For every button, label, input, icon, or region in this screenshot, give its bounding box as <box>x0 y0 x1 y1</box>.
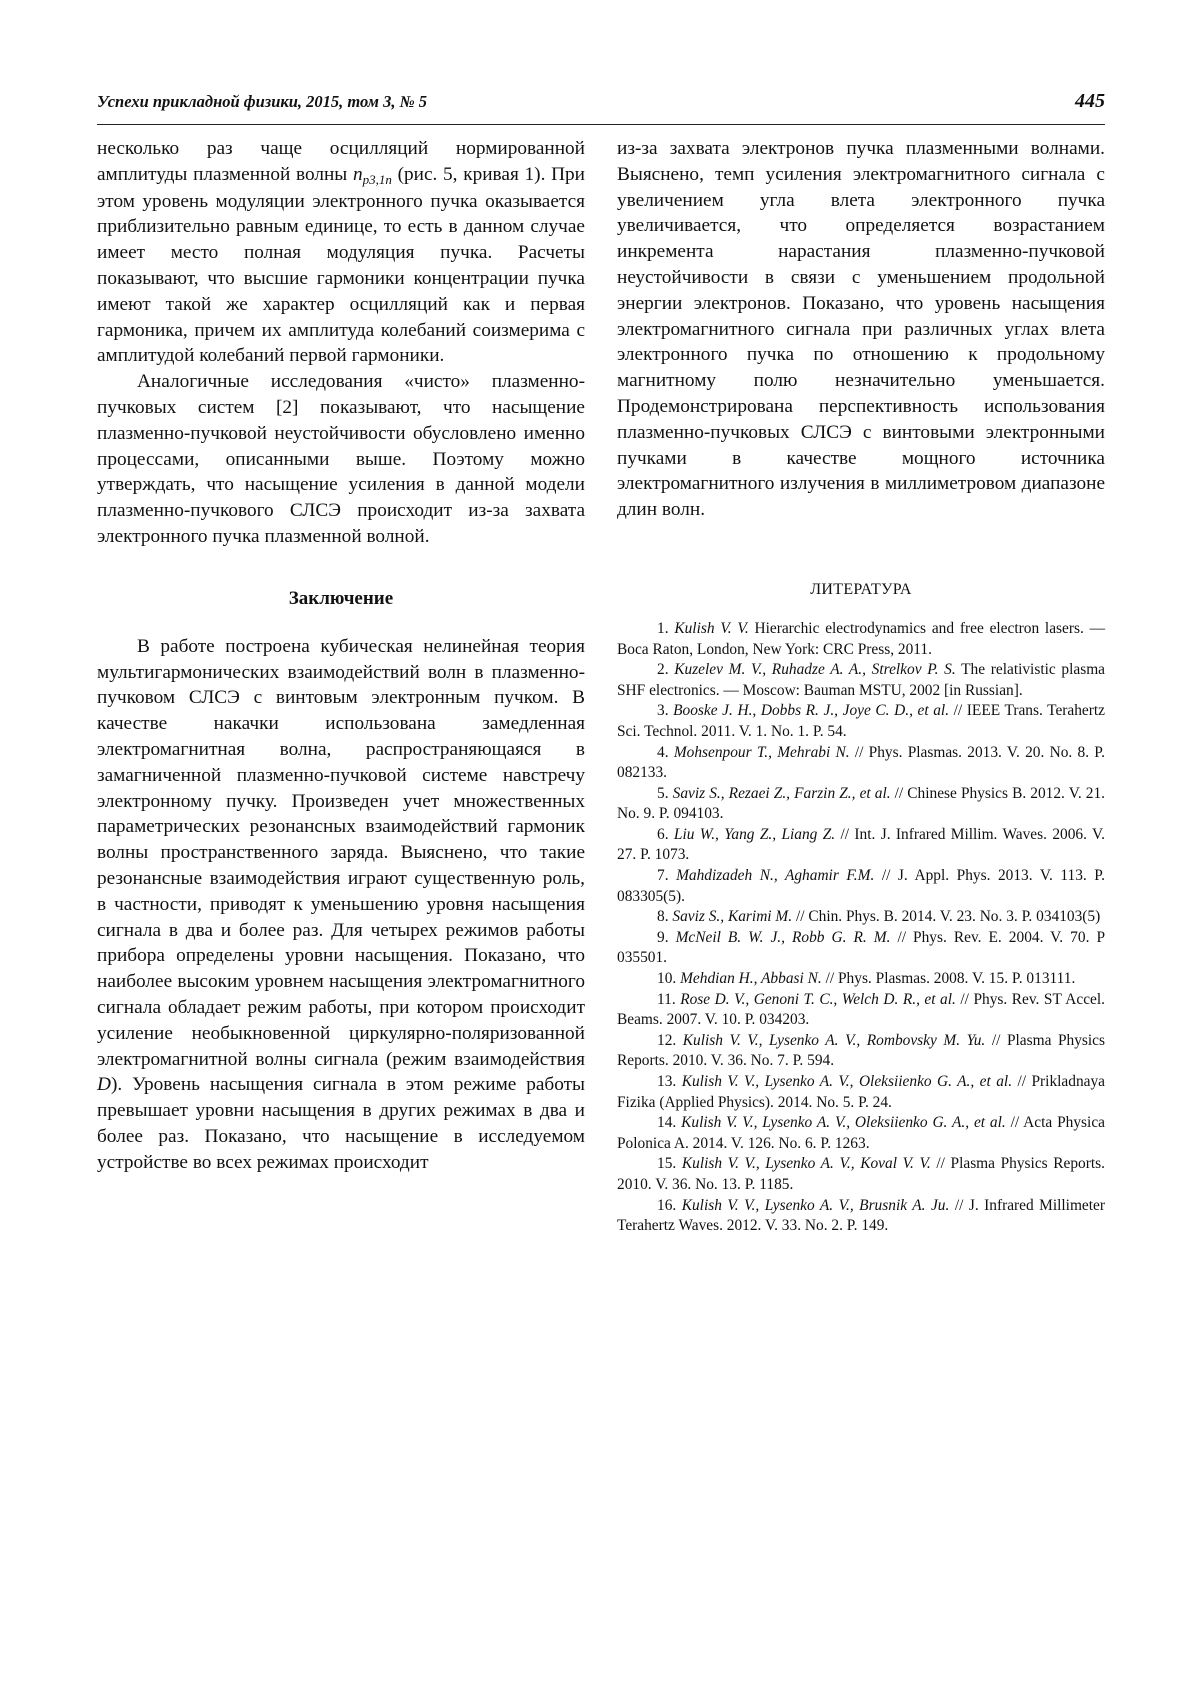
paragraph-saturation: Аналогичные исследования «чисто» плазменно-пучковых систем [2] показывают, что насыщение плазменно-пучковой неустойчивости обусловлено именно процессами, описанными выше. Поэтому можно утверждать, что насыщение усиления в данной модели плазменно-пучкового СЛСЭ происходит из-за захвата электронного пучка плазменной волной. <box>97 371 585 547</box>
reference-authors: Mahdizadeh N., Aghamir F.M. <box>676 867 875 885</box>
reference-source: // Phys. Plasmas. 2013. V. 20. No. 8. P. 082133. <box>617 743 1106 782</box>
reference-item <box>617 1196 1105 1237</box>
section-title-conclusion: Заключение <box>288 587 394 609</box>
reference-number: 12. <box>657 1031 683 1049</box>
reference-source: // Plasma Physics Reports. 2010. V. 36. No. 13. P. 1185. <box>617 1155 1105 1193</box>
reference-source: // Int. J. Infrared Millim. Waves. 2006. V. 27. P. 1073. <box>617 825 1106 864</box>
reference-authors: Mohsenpour T., Mehrabi N. <box>673 743 850 761</box>
reference-authors: Kuzelev M. V., Ruhadze A. A., Strelkov P. S. <box>674 661 956 679</box>
running-header <box>97 92 1105 122</box>
reference-item <box>617 743 1105 784</box>
reference-source: // Plasma Physics Reports. 2010. V. 36. No. 7. P. 594. <box>617 1031 1105 1070</box>
reference-authors: Kulish V. V. <box>674 619 749 637</box>
reference-source: // Phys. Rev. ST Accel. Beams. 2007. V. 10. P. 034203. <box>617 990 1105 1029</box>
reference-item <box>617 1113 1105 1154</box>
reference-authors: Kulish V. V., Lysenko A. V., Brusnik A. Ju. <box>681 1196 950 1214</box>
reference-item <box>617 784 1105 825</box>
reference-authors: Kulish V. V., Lysenko A. V., Rombovsky M. Yu. <box>682 1031 986 1049</box>
reference-authors: Kulish V. V., Lysenko A. V., Oleksiienko G. A., et al. <box>681 1114 1006 1132</box>
reference-authors: Mehdian H., Abbasi N. <box>680 970 822 988</box>
page-number: 445 <box>1075 90 1105 112</box>
reference-item <box>617 660 1105 701</box>
reference-item <box>617 907 1105 928</box>
reference-authors: Saviz S., Rezaei Z., Farzin Z., et al. <box>672 784 891 802</box>
paragraph-text: несколько раз чаще осцилляций нормированной амплитуды плазменной волны <box>97 138 585 185</box>
reference-item <box>617 1072 1105 1113</box>
reference-item <box>617 825 1105 866</box>
reference-number: 9. <box>657 928 676 946</box>
reference-source: // Phys. Plasmas. 2008. V. 15. P. 013111. <box>821 970 1076 988</box>
references-list <box>617 619 1105 1237</box>
reference-authors: McNeil B. W. J., Robb G. R. M. <box>675 928 891 946</box>
paragraph-conclusion-continued: из-за захвата электронов пучка плазменными волнами. Выяснено, темп усиления электромагнитного сигнала с увеличением угла влета электронного пучка увеличивается, что определяется возрастанием инкремента нарастания плазменно-пучковой неустойчивости в связи с уменьшением продольной энергии электронов. Показано, что уровень насыщения электромагнитного сигнала при различных углах влета электронного пучка по отношению к продольному магнитному полю незначительно уменьшается. Продемонстрирована перспективность использования плазменно-пучковых СЛСЭ с винтовыми электронными пучками в качестве мощного источника электромагнитного излучения в миллиметровом диапазоне длин волн. <box>617 138 1105 521</box>
reference-authors: Rose D. V., Genoni T. C., Welch D. R., et al. <box>680 990 956 1008</box>
reference-number: 16. <box>657 1196 682 1214</box>
reference-number: 1. <box>657 619 675 637</box>
reference-authors: Liu W., Yang Z., Liang Z. <box>673 825 836 843</box>
reference-number: 2. <box>657 661 675 679</box>
reference-item <box>617 928 1105 969</box>
reference-item <box>617 1154 1105 1195</box>
reference-number: 3. <box>657 702 674 720</box>
reference-number: 13. <box>657 1073 682 1091</box>
reference-authors: Booske J. H., Dobbs R. J., Joye C. D., et al. <box>673 702 950 720</box>
paragraph-text: (рис. 5, кривая 1). При этом уровень модуляции электронного пучка оказывается приблизительно равным единице, то есть в данном случае имеет место полная модуляция пучка. Расчеты показывают, что высшие гармоники концентрации пучка имеют такой же характер осцилляций как и первая гармоника, причем их амплитуда колебаний соизмерима с амплитудой колебаний первой гармоники. <box>97 163 585 367</box>
reference-source: // Acta Physica Polonica A. 2014. V. 126. No. 6. P. 1263. <box>617 1114 1105 1152</box>
math-subscript: p3,1n <box>362 171 392 187</box>
math-symbol-n: n <box>352 163 363 185</box>
reference-number: 11. <box>657 990 681 1008</box>
left-column <box>97 136 585 1175</box>
reference-item <box>617 1031 1105 1072</box>
reference-item <box>617 866 1105 907</box>
paragraph-text: В работе построена кубическая нелинейная теория мультигармонических взаимодействий волн в плазменно-пучковом СЛСЭ с винтовым электронным пучком. В качестве накачки использована замедленная электромагнитная волна, распространяющаяся в замагниченной плазменно-пучковой системе навстречу электронному пучку. Произведен учет множественных параметрических резонансных взаимодействий гармоник волны пространственного заряда. Выяснено, что такие резонансные взаимодействия играют существенную роль, в частности, приводят к уменьшению уровня насыщения сигнала в два и более раз. Для четырех режимов работы прибора определены уровни насыщения. Показано, что наиболее высоким уровнем насыщения электромагнитного сигнала обладает режим работы, при котором происходит усиление необыкновенной циркулярно-поляризованной электромагнитной волны сигнала (режим взаимодействия <box>97 635 585 1070</box>
paragraph-text: ). Уровень насыщения сигнала в этом режиме работы превышает уровни насыщения в других режимах в два и более раз. Показано, что насыщение в исследуемом устройстве во всех режимах происходит <box>97 1074 585 1173</box>
reference-item <box>617 990 1105 1031</box>
math-symbol-d: D <box>97 1074 111 1096</box>
reference-source: // Chinese Physics B. 2012. V. 21. No. 9. P. 094103. <box>617 784 1105 823</box>
reference-item <box>617 969 1105 990</box>
reference-authors: Kulish V. V., Lysenko A. V., Oleksiienko G. A., et al. <box>681 1073 1013 1091</box>
reference-source: // Chin. Phys. B. 2014. V. 23. No. 3. P. 034103(5) <box>792 908 1101 926</box>
reference-number: 4. <box>657 743 674 761</box>
reference-number: 14. <box>657 1114 682 1132</box>
reference-source: The relativistic plasma SHF electronics. — Moscow: Bauman MSTU, 2002 [in Russian]. <box>617 661 1105 699</box>
reference-number: 10. <box>657 970 681 988</box>
reference-number: 15. <box>657 1155 682 1173</box>
reference-authors: Saviz S., Karimi M. <box>672 908 793 926</box>
reference-source: // Phys. Rev. E. 2004. V. 70. P 035501. <box>617 928 1106 967</box>
header-rule <box>97 124 1105 125</box>
reference-source: // J. Infrared Millimeter Terahertz Waves. 2012. V. 33. No. 2. P. 149. <box>617 1196 1105 1235</box>
reference-source: // J. Appl. Phys. 2013. V. 113. P. 083305(5). <box>617 867 1105 905</box>
paragraph-continued <box>97 136 585 369</box>
reference-authors: Kulish V. V., Lysenko A. V., Koval V. V. <box>681 1155 931 1173</box>
reference-item <box>617 619 1105 660</box>
reference-source: // IEEE Trans. Terahertz Sci. Technol. 2011. V. 1. No. 1. P. 54. <box>617 702 1105 740</box>
references-title: ЛИТЕРАТУРА <box>810 580 912 598</box>
paragraph-conclusion <box>97 634 585 1176</box>
right-column <box>617 136 1105 1237</box>
reference-number: 5. <box>657 784 673 802</box>
reference-number: 8. <box>657 908 673 926</box>
reference-number: 6. <box>657 825 674 843</box>
reference-item <box>617 701 1105 742</box>
reference-source: // Prikladnaya Fizika (Applied Physics). 2014. No. 5. P. 24. <box>617 1073 1106 1111</box>
reference-number: 7. <box>657 867 677 885</box>
journal-citation: Успехи прикладной физики, 2015, том 3, № 5 <box>97 92 428 111</box>
reference-source: Hierarchic electrodynamics and free electron lasers. — Boca Raton, London, New York: CRC Press, 2011. <box>617 619 1106 658</box>
